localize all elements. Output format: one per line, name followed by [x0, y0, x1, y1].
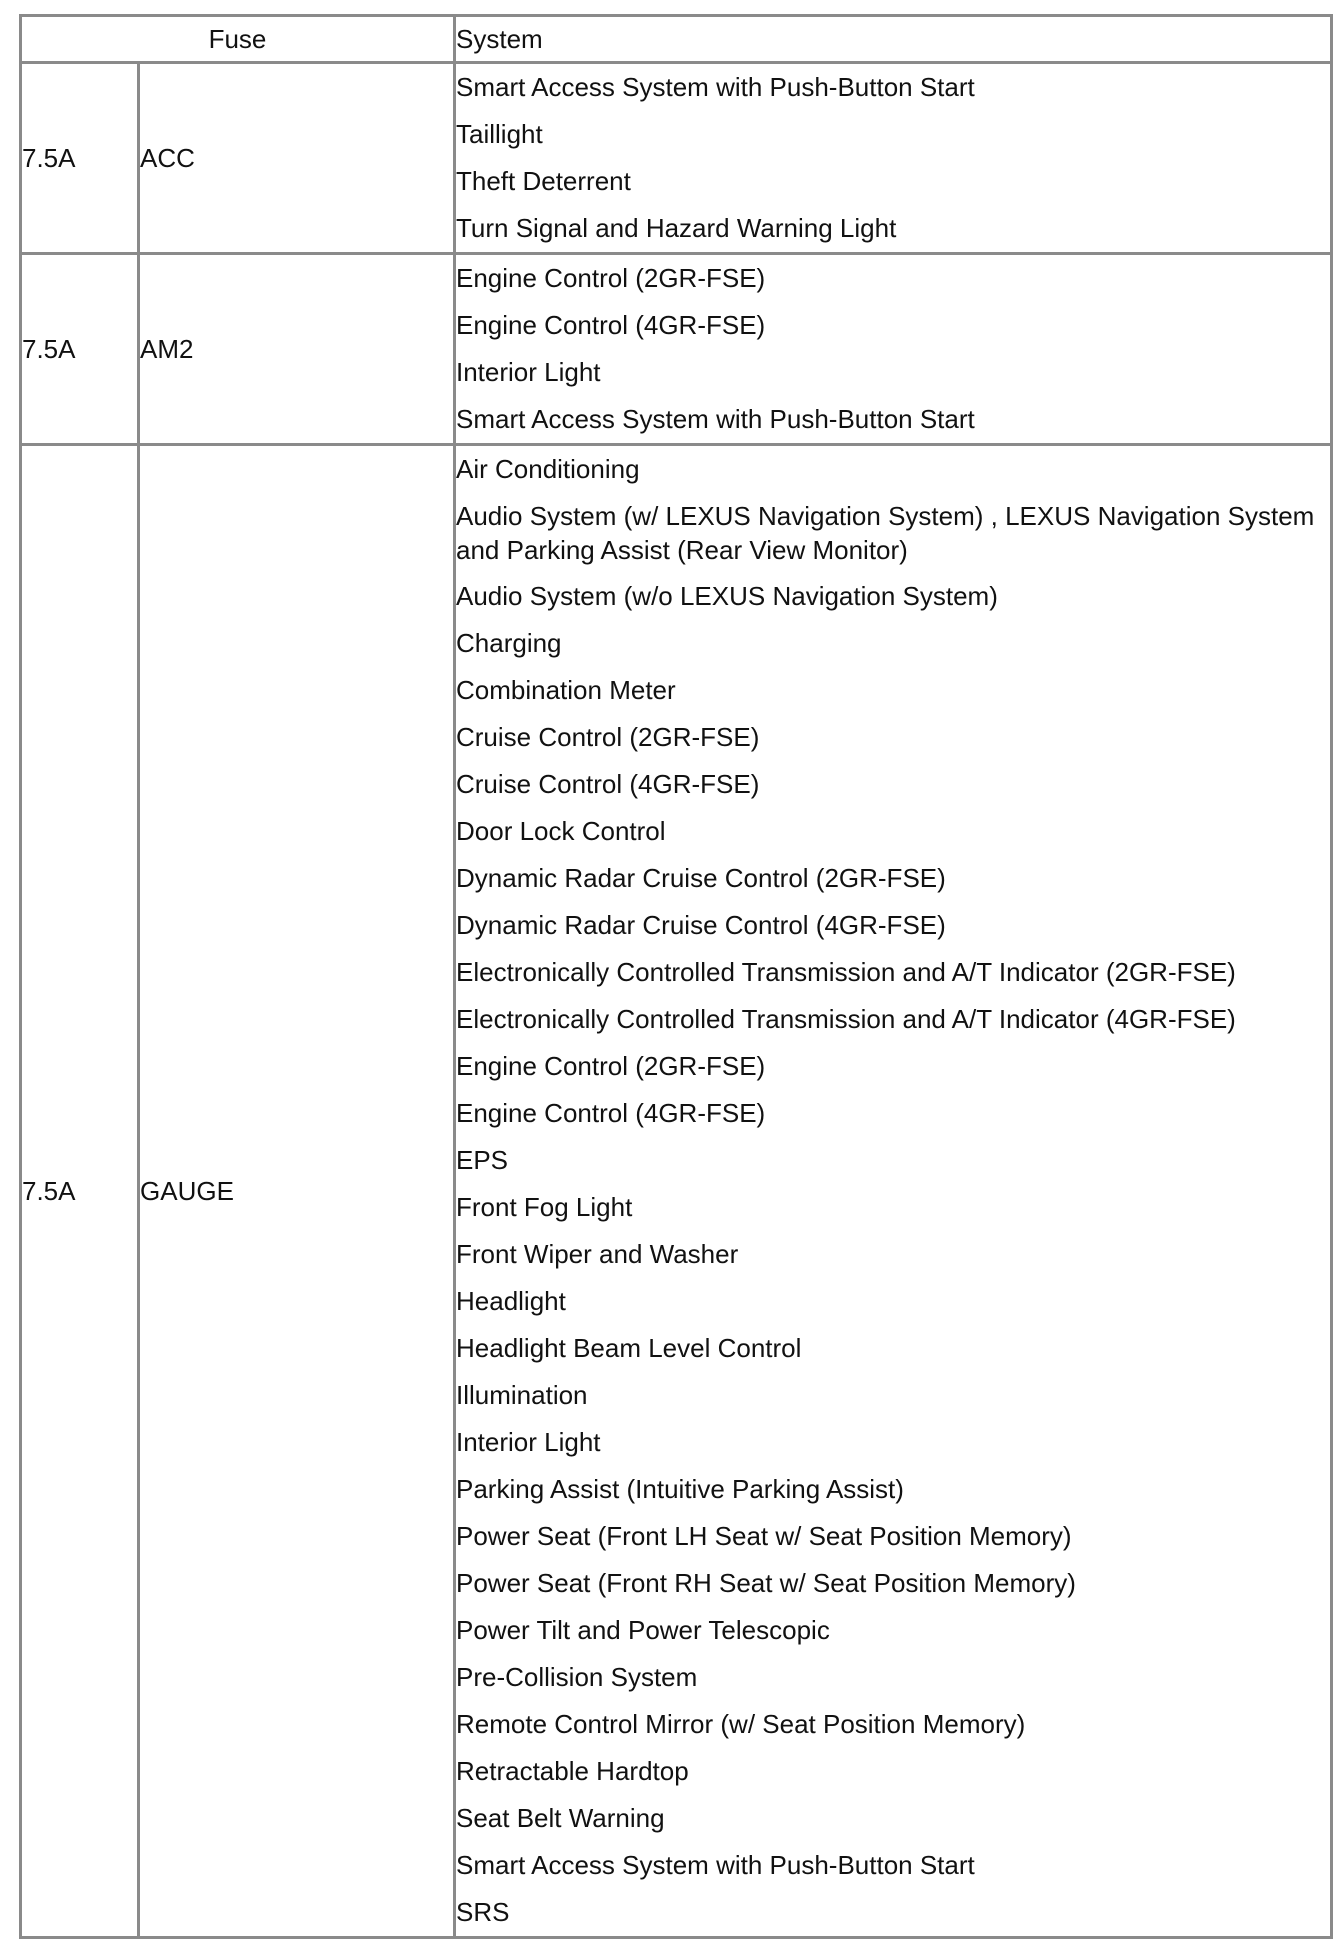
system-item: Interior Light [456, 1427, 601, 1457]
system-item: Electronically Controlled Transmission and A/T Indicator (2GR-FSE) [456, 957, 1236, 987]
system-item: Turn Signal and Hazard Warning Light [456, 213, 897, 243]
system-item: Power Tilt and Power Telescopic [456, 1615, 830, 1645]
fuse-amperage: 7.5A [21, 254, 139, 445]
system-item: Electronically Controlled Transmission and A/T Indicator (4GR-FSE) [456, 1004, 1236, 1034]
fuse-name: ACC [139, 63, 455, 254]
system-item: Interior Light [456, 357, 601, 387]
system-item: Engine Control (2GR-FSE) [456, 1051, 766, 1081]
system-item: Headlight [456, 1286, 566, 1316]
system-item: Smart Access System with Push-Button Start [456, 72, 975, 102]
fuse-name: GAUGE [139, 445, 455, 1938]
system-item: Smart Access System with Push-Button Start [456, 1850, 975, 1880]
table-row [21, 63, 1332, 254]
system-item: Dynamic Radar Cruise Control (2GR-FSE) [456, 863, 946, 893]
table-row [21, 254, 1332, 445]
fuse-amperage: 7.5A [21, 445, 139, 1938]
table-body [21, 63, 1332, 1938]
system-item: Seat Belt Warning [456, 1803, 665, 1833]
fuse-amperage: 7.5A [21, 63, 139, 254]
system-item: EPS [456, 1145, 509, 1175]
header-system: System [455, 16, 1332, 63]
system-item: Combination Meter [456, 675, 676, 705]
system-item: Taillight [456, 119, 543, 149]
table-row [21, 445, 1332, 1938]
system-item: Engine Control (4GR-FSE) [456, 310, 766, 340]
fuse-table [19, 14, 1333, 1939]
system-item: Engine Control (4GR-FSE) [456, 1098, 766, 1128]
system-item: Door Lock Control [456, 816, 666, 846]
system-item: Cruise Control (2GR-FSE) [456, 722, 760, 752]
header-row [21, 16, 1332, 63]
system-item: Illumination [456, 1380, 588, 1410]
system-item: Audio System (w/ LEXUS Navigation System) , LEXUS Navigation System and Parking Assist (Rear View Monitor) [456, 501, 1315, 565]
fuse-name: AM2 [139, 254, 455, 445]
system-item: Charging [456, 628, 562, 658]
system-item: Remote Control Mirror (w/ Seat Position Memory) [456, 1709, 1026, 1739]
system-item: Parking Assist (Intuitive Parking Assist) [456, 1474, 904, 1504]
system-item: SRS [456, 1897, 510, 1927]
system-item: Dynamic Radar Cruise Control (4GR-FSE) [456, 910, 946, 940]
system-list [455, 445, 1332, 1938]
system-list [455, 254, 1332, 445]
system-item: Power Seat (Front RH Seat w/ Seat Position Memory) [456, 1568, 1076, 1598]
system-item: Front Wiper and Washer [456, 1239, 739, 1269]
system-item: Pre-Collision System [456, 1662, 698, 1692]
system-item: Front Fog Light [456, 1192, 633, 1222]
header-fuse: Fuse [21, 16, 455, 63]
system-item: Theft Deterrent [456, 166, 631, 196]
system-item: Headlight Beam Level Control [456, 1333, 802, 1363]
system-item: Engine Control (2GR-FSE) [456, 263, 766, 293]
system-item: Air Conditioning [456, 454, 640, 484]
system-list [455, 63, 1332, 254]
system-item: Cruise Control (4GR-FSE) [456, 769, 760, 799]
system-item: Power Seat (Front LH Seat w/ Seat Position Memory) [456, 1521, 1072, 1551]
system-item: Retractable Hardtop [456, 1756, 689, 1786]
system-item: Smart Access System with Push-Button Start [456, 404, 975, 434]
system-item: Audio System (w/o LEXUS Navigation System) [456, 581, 998, 611]
